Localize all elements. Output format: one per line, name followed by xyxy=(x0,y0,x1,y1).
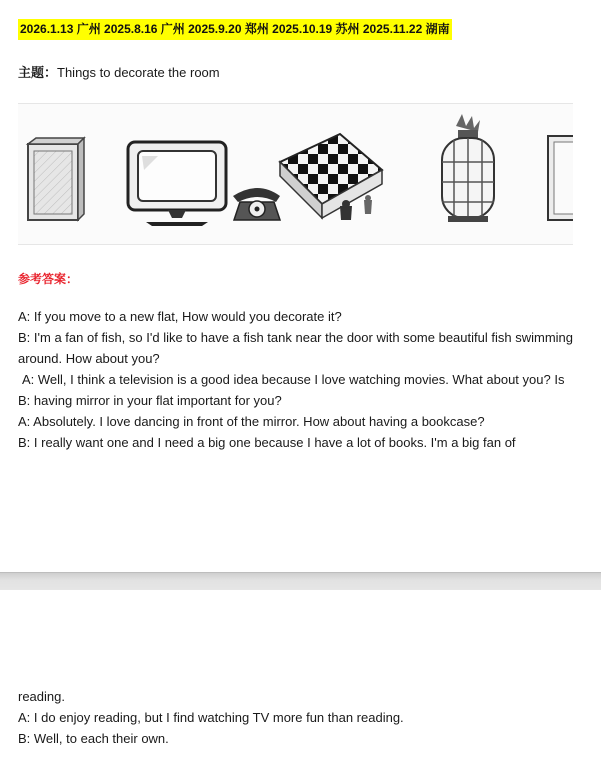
telephone-icon xyxy=(233,188,280,220)
dialogue-line: A: I do enjoy reading, but I find watching TV more fun than reading. xyxy=(18,710,404,725)
dialogue-line: A: Well, I think a television is a good idea because I love watching movies. What about you? Is xyxy=(22,372,565,387)
mirror-icon xyxy=(548,136,573,220)
answer-title: 参考答案： xyxy=(18,272,79,286)
topic-line xyxy=(18,62,220,81)
exam-dates-highlight: 2026.1.13 广州 2025.8.16 广州 2025.9.20 郑州 2025.10.19 苏州 2025.11.22 湖南 xyxy=(18,19,452,40)
dialogue-line: B: I really want one and I need a big one because I have a lot of books. I'm a big fan of xyxy=(18,435,516,450)
dialogue-line: B: I'm a fan of fish, so I'd like to have a fish tank near the door with some beautiful fish swimming around. How about you? xyxy=(18,330,573,366)
topic-text: Things to decorate the room xyxy=(57,65,220,80)
dialogue-line: reading. xyxy=(18,689,65,704)
television-icon xyxy=(128,142,226,226)
page-break-gap xyxy=(0,572,601,592)
plant-cage-icon xyxy=(442,114,494,222)
dialogue-continued xyxy=(18,686,573,749)
dialogue-block xyxy=(18,306,573,453)
dialogue-line: A: Absolutely. I love dancing in front of the mirror. How about having a bookcase? xyxy=(18,414,485,429)
bookcase-icon xyxy=(28,138,84,220)
illustration-strip xyxy=(18,103,573,245)
topic-label: 主题： xyxy=(18,65,58,80)
dialogue-line: B: having mirror in your flat important for you? xyxy=(18,393,282,408)
dialogue-line: A: If you move to a new flat, How would you decorate it? xyxy=(18,309,342,324)
chessboard-icon xyxy=(280,134,382,220)
room-items-illustration xyxy=(18,104,573,244)
dialogue-line: B: Well, to each their own. xyxy=(18,731,169,746)
